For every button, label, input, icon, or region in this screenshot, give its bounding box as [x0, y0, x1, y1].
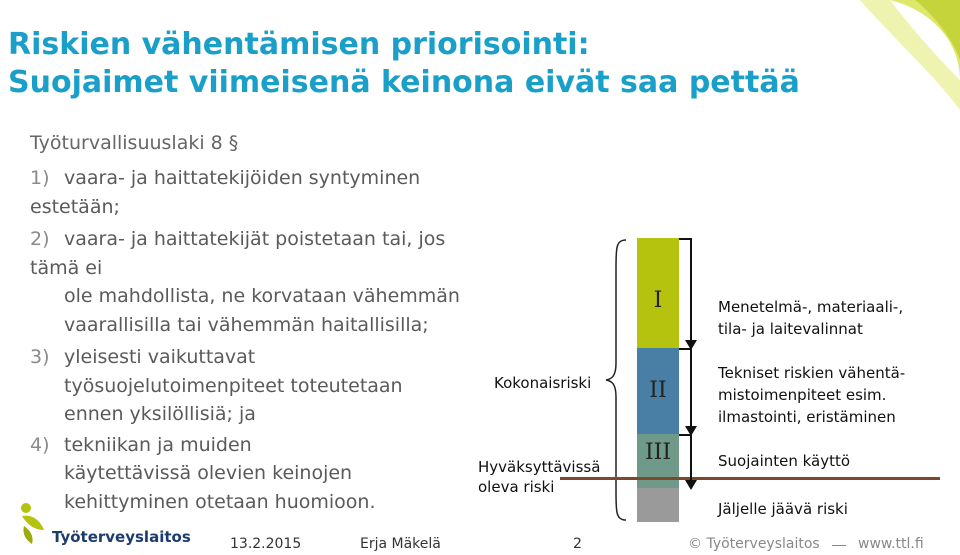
footer-separator — [832, 545, 846, 546]
list-item-3: 3) yleisesti vaikuttavat työsuojelutoimenpiteet toteutetaan ennen yksilöllisiä; ja — [30, 346, 403, 425]
footer-copyright: © Työterveyslaitos — [688, 536, 820, 552]
ttl-logo-icon — [18, 500, 48, 544]
risk-segment-i-label: I — [653, 288, 663, 313]
list-item-1: 1) vaara- ja haittatekijöiden syntyminen estetään; — [30, 167, 421, 218]
footer-page-number: 2 — [573, 536, 582, 552]
list-item-4: 4) tekniikan ja muiden käytettävissä olevien keinojen kehittyminen otetaan huomioon. — [30, 433, 376, 513]
risk-segment-remaining — [637, 488, 679, 522]
slide-title-line-2: Suojaimet viimeisenä keinona eivät saa pettää — [8, 65, 800, 100]
arrow-head-iii — [685, 480, 697, 490]
connector-i-vertical — [690, 238, 692, 344]
connector-ii-vertical — [690, 348, 692, 430]
connector-iii-vertical — [690, 434, 692, 484]
label-technical-measures: Tekniset riskien vähentä- mistoimenpiteet esim. ilmastointi, eristäminen — [718, 364, 906, 426]
label-remaining-risk: Jäljelle jäävä riski — [718, 500, 848, 518]
acceptable-risk-label-line-2: oleva riski — [478, 478, 555, 496]
total-risk-label: Kokonaisriski — [494, 374, 592, 392]
label-protective-equipment: Suojainten käyttö — [718, 452, 851, 470]
risk-segment-ii-label: II — [649, 378, 667, 403]
law-heading: Työturvallisuuslaki 8 § — [30, 132, 239, 154]
label-method-material-choices: Menetelmä-, materiaali-, tila- ja laitevalinnat — [718, 298, 904, 338]
footer-author: Erja Mäkelä — [360, 536, 441, 552]
slide-title-line-1: Riskien vähentämisen priorisointi: — [8, 27, 590, 62]
ttl-logo-text: Työterveyslaitos — [52, 528, 191, 546]
footer-date: 13.2.2015 — [230, 536, 302, 552]
list-item-2: 2) vaara- ja haittatekijät poistetaan tai, jos tämä ei ole mahdollista, ne korvataan vähemmän vaarallisilla tai vähemmän haitallisilla; — [30, 228, 460, 336]
risk-segment-i — [637, 238, 679, 348]
risk-segment-iii-label: III — [644, 440, 672, 465]
footer-url: www.ttl.fi — [858, 536, 924, 552]
risk-segment-ii — [637, 348, 679, 434]
acceptable-risk-threshold-line — [560, 477, 940, 480]
acceptable-risk-label-line-1: Hyväksyttävissä — [478, 458, 601, 476]
